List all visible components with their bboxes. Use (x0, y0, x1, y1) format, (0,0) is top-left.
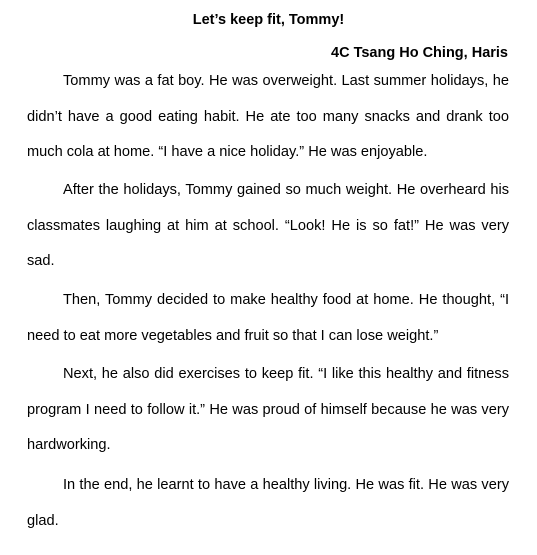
document-title: Let’s keep fit, Tommy! (192, 12, 345, 28)
paragraph: Next, he also did exercises to keep fit. “I like this healthy and fitness program I need to follow it.” He was proud of himself because he was very hardworking. (27, 366, 509, 453)
paragraph: Then, Tommy decided to make healthy food at home. He thought, “I need to eat more vegetables and fruit so that I can lose weight.” (27, 292, 509, 344)
paragraph: In the end, he learnt to have a healthy living. He was fit. He was very glad. (27, 477, 509, 529)
paragraph: Tommy was a fat boy. He was overweight. Last summer holidays, he didn’t have a good eating habit. He ate too many snacks and drank too much cola at home. “I have a nice holiday.” He was enjoyable. (27, 73, 509, 160)
paragraph: After the holidays, Tommy gained so much weight. He overheard his classmates laughing at him at school. “Look! He is so fat!” He was very sad. (27, 182, 509, 269)
author-line: 4C Tsang Ho Ching, Haris (331, 45, 508, 61)
